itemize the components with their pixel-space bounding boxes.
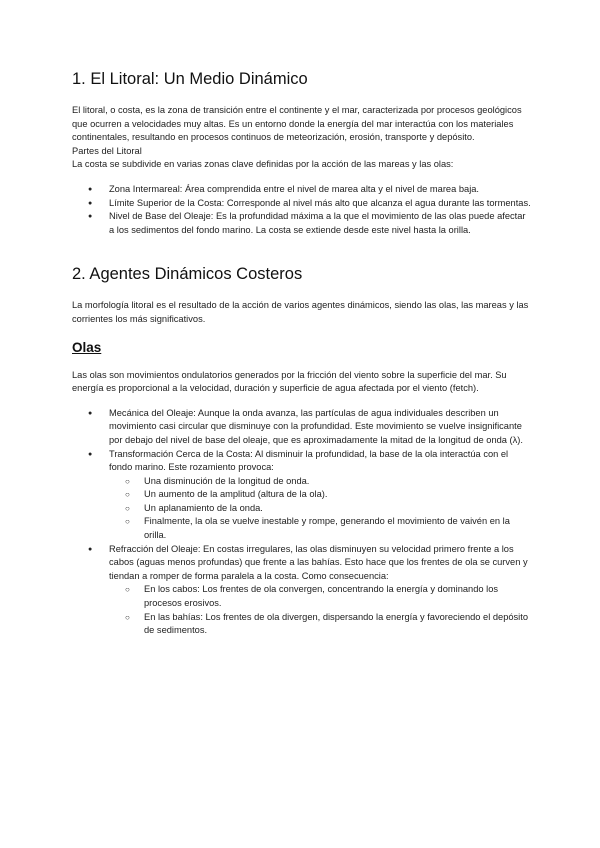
list-item: ● Zona Intermareal: Área comprendida entre el nivel de marea alta y el nivel de marea baja. [72,183,532,197]
list-item [72,407,532,448]
sub-list-item: ○ Un aumento de la amplitud (altura de la ola). [108,488,532,502]
olas-list [72,407,532,638]
sub-list-item: ○ En las bahías: Los frentes de ola divergen, dispersando la energía y favoreciendo el depósito de sedimentos. [108,611,532,638]
list-item-text: Mecánica del Oleaje: Aunque la onda avanza, las partículas de agua individuales describen un movimiento casi circular que disminuye con la profundidad. Este movimiento se vuelve insignificante por debajo del nivel de base del oleaje, que es aproximadamente la mitad de la longitud de onda (λ). [109,407,523,445]
olas-intro: Las olas son movimientos ondulatorios generados por la fricción del viento sobre la superficie del mar. Su energía es proporcional a la velocidad, duración y superficie de agua afectada por el viento (fetch). [72,369,507,394]
list-item-text: Transformación Cerca de la Costa: Al disminuir la profundidad, la base de la ola interactúa con el fondo marino. Este rozamiento provoca: [109,448,509,473]
list-item [72,448,532,543]
parts-title: Partes del Litoral [72,145,142,156]
section-2-heading: 2. Agentes Dinámicos Costeros [72,265,303,284]
list-item: ● Límite Superior de la Costa: Corresponde al nivel más alto que alcanza el agua durante las tormentas. [72,197,532,211]
sub-list [109,475,532,543]
parts-intro: La costa se subdivide en varias zonas clave definidas por la acción de las mareas y las olas: [72,159,454,170]
sub-list-item: ○ En los cabos: Los frentes de ola convergen, concentrando la energía y dominando los procesos erosivos. [108,583,532,610]
olas-heading: Olas [72,339,102,355]
sub-list-item: ○ Un aplanamiento de la onda. [108,502,532,516]
list-item [72,543,532,638]
list-item: ● Nivel de Base del Oleaje: Es la profundidad máxima a la que el movimiento de las olas puede afectar a los sedimentos del fondo marino. La costa se extiende desde este nivel hasta la orilla. [72,210,532,237]
section-2-intro: La morfología litoral es el resultado de la acción de varios agentes dinámicos, siendo las olas, las mareas y las corrientes los más significativos. [72,300,529,324]
section-1-heading: 1. El Litoral: Un Medio Dinámico [72,70,308,88]
sub-list [109,583,532,637]
list-item-text: Refracción del Oleaje: En costas irregulares, las olas disminuyen su velocidad primero frente a los cabos (aguas menos profundas) que frente a las bahías. Esto hace que los frentes de ola se curven y tiendan a romper de forma paralela a la costa. Como consecuencia: [109,543,528,581]
sub-list-item: ○ Una disminución de la longitud de onda. [108,475,532,489]
section-1-intro: El litoral, o costa, es la zona de transición entre el continente y el mar, caracterizada por procesos geológicos que ocurren a velocidades muy altas. Es un entorno donde la energía del mar interactúa con los materiales continentales, resultando en procesos continuos de meteorización, erosión, transporte y depósito. [72,105,522,143]
sub-list-item: ○ Finalmente, la ola se vuelve inestable y rompe, generando el movimiento de vaivén en la orilla. [108,515,532,542]
document-content [72,68,532,638]
parts-list [72,183,532,237]
